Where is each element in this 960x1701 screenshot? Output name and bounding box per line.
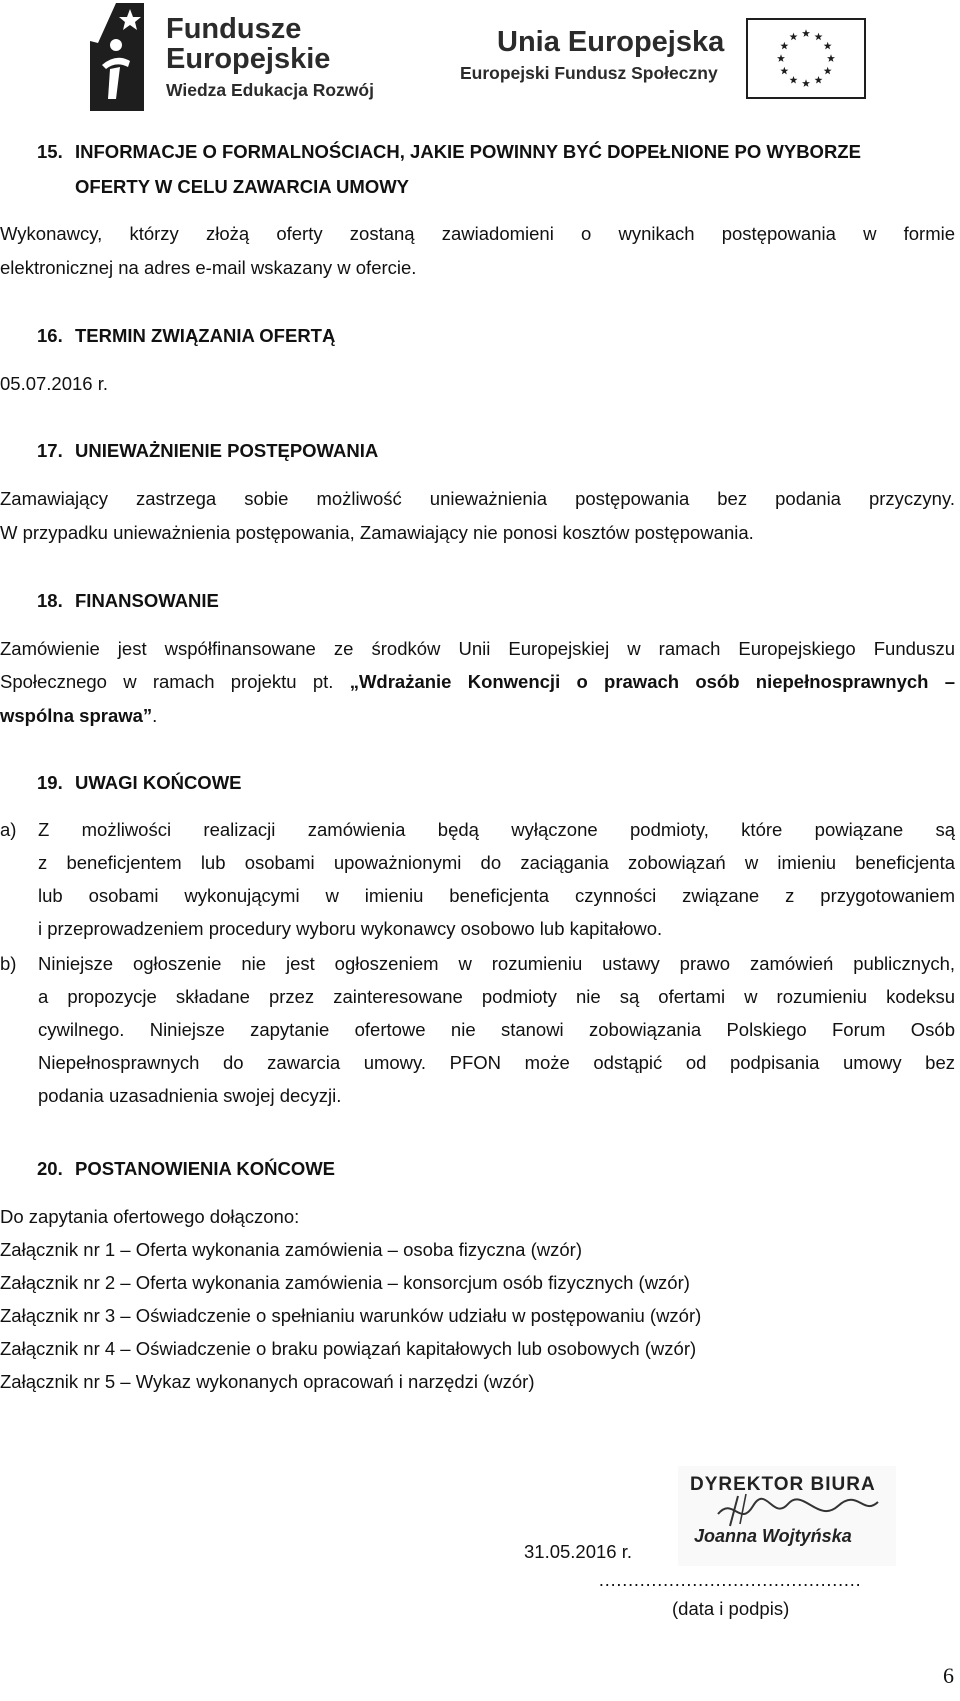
section-number: 16. (37, 325, 63, 346)
section-15-heading-continued: OFERTY W CELU ZAWARCIA UMOWY (75, 176, 410, 197)
item-line: Niniejsze ogłoszenie nie jest ogłoszeniem w rozumieniu ustawy prawo zamówień publicznych, (38, 953, 955, 974)
section-20-heading (37, 1158, 335, 1180)
body-text: Społecznego w ramach projektu pt. (0, 671, 334, 692)
section-15-body-line2: elektronicznej na adres e-mail wskazany w ofercie. (0, 257, 417, 278)
eu-logo-title: Unia Europejska (497, 26, 725, 58)
section-title: UNIEWAŻNIENIE POSTĘPOWANIA (75, 440, 379, 461)
stamp-name: Joanna Wojtyńska (694, 1526, 852, 1546)
attachments-intro: Do zapytania ofertowego dołączono: (0, 1206, 300, 1227)
period: . (152, 705, 158, 726)
section-16-body: 05.07.2016 r. (0, 373, 109, 394)
signature-caption: (data i podpis) (672, 1598, 790, 1619)
item-line: podania uzasadnienia swojej decyzji. (38, 1085, 342, 1106)
section-15-heading (37, 141, 861, 163)
section-15-body-line1: Wykonawcy, którzy złożą oferty zostaną zawiadomieni o wynikach postępowania w formie (0, 223, 955, 244)
section-number: 19. (37, 772, 63, 793)
signature-dots: ……………………………………… (598, 1569, 861, 1590)
section-17-body-line1: Zamawiający zastrzega sobie możliwość unieważnienia postępowania bez podania przyczyny. (0, 488, 955, 509)
section-18-heading (37, 590, 219, 612)
section-17-body-line2: W przypadku unieważnienia postępowania, Zamawiający nie ponosi kosztów postępowania. (0, 522, 754, 543)
stamp-title: DYREKTOR BIURA (690, 1474, 876, 1495)
item-line: Z możliwości realizacji zamówienia będą wyłączone podmioty, które powiązane są (38, 819, 955, 840)
fe-logo-line2: Europejskie (166, 43, 331, 75)
section-number: 17. (37, 440, 63, 461)
section-title: POSTANOWIENIA KOŃCOWE (75, 1158, 336, 1179)
section-number: 20. (37, 1158, 63, 1179)
fe-logo-line1: Fundusze (166, 13, 302, 45)
item-line: lub osobami wykonującymi w imieniu beneficjenta czynności związane z przygotowaniem (38, 885, 955, 906)
item-letter: a) (0, 819, 17, 840)
list-item-a (0, 813, 955, 945)
project-title: „Wdrażanie Konwencji o prawach osób niepełnosprawnych – (349, 671, 956, 692)
list-item-b (0, 947, 955, 1112)
page-number: 6 (943, 1663, 954, 1688)
eu-flag-icon (746, 18, 866, 99)
item-line: z beneficjentem lub osobami upoważnionymi do zaciągania zobowiązań w imieniu beneficjenta (38, 852, 955, 873)
attachment-item: Załącznik nr 1 – Oferta wykonania zamówienia – osoba fizyczna (wzór) (0, 1239, 582, 1260)
attachment-item: Załącznik nr 2 – Oferta wykonania zamówienia – konsorcjum osób fizycznych (wzór) (0, 1272, 690, 1293)
item-line: Niepełnosprawnych do zawarcia umowy. PFON może odstąpić od podpisania umowy bez (38, 1052, 955, 1073)
section-17-heading (37, 440, 378, 462)
attachment-item: Załącznik nr 3 – Oświadczenie o spełnianiu warunków udziału w postępowaniu (wzór) (0, 1305, 702, 1326)
section-18-body-line1: Zamówienie jest współfinansowane ze środków Unii Europejskiej w ramach Europejskiego Funduszu (0, 638, 955, 659)
section-number: 18. (37, 590, 63, 611)
section-title: TERMIN ZWIĄZANIA OFERTĄ (75, 325, 336, 346)
item-line: a propozycje składane przez zainteresowane podmioty nie są ofertami w rozumieniu kodeksu (38, 986, 955, 1007)
item-line: i przeprowadzeniem procedury wyboru wykonawcy osobowo lub kapitałowo. (38, 918, 663, 939)
item-line: cywilnego. Niniejsze zapytanie ofertowe nie stanowi zobowiązania Polskiego Forum Osób (38, 1019, 955, 1040)
section-title: UWAGI KOŃCOWE (75, 772, 242, 793)
section-title: FINANSOWANIE (75, 590, 219, 611)
eu-logo-subtitle: Europejski Fundusz Społeczny (460, 63, 718, 83)
fe-logo-tagline: Wiedza Edukacja Rozwój (166, 80, 374, 100)
section-18-body-line2 (0, 665, 955, 698)
section-18-body-line3 (0, 699, 157, 732)
item-letter: b) (0, 953, 17, 974)
attachments-list (0, 1200, 701, 1398)
signature-date: 31.05.2016 r. (524, 1541, 633, 1562)
section-number: 15. (37, 141, 63, 162)
section-19-heading (37, 772, 242, 794)
section-title: INFORMACJE O FORMALNOŚCIACH, JAKIE POWINNY BYĆ DOPEŁNIONE PO WYBORZE (75, 141, 861, 162)
section-16-heading (37, 325, 335, 347)
fundusze-europejskie-logo-icon (86, 3, 144, 111)
project-title-end: wspólna sprawa” (0, 705, 153, 726)
attachment-item: Załącznik nr 5 – Wykaz wykonanych opracowań i narzędzi (wzór) (0, 1371, 535, 1392)
attachment-item: Załącznik nr 4 – Oświadczenie o braku powiązań kapitałowych lub osobowych (wzór) (0, 1338, 697, 1359)
